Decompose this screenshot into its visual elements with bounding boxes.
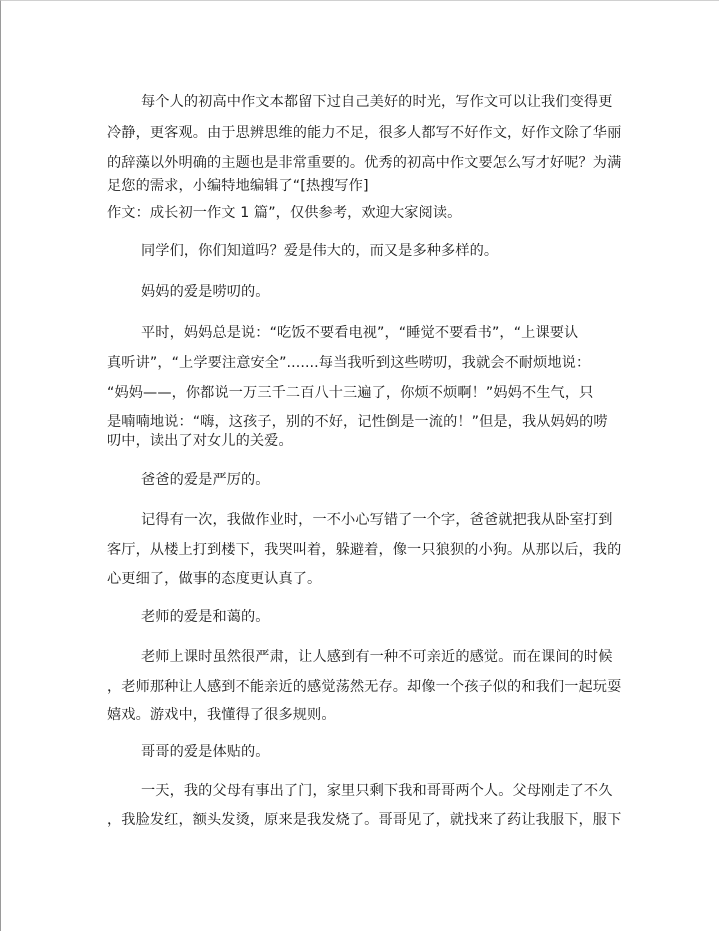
mom-line-2: 真听讲”，“上学要注意安全”.......每当我听到这些唠叨，我就会不耐烦地说： [107,355,591,371]
intro-line-3: 的辞藻以外明确的主题也是非常重要的。优秀的初高中作文要怎么写才好呢？为满 [107,155,622,171]
dad-line-2: 客厅，从楼上打到楼下，我哭叫着，躲避着，像一只狼狈的小狗。从那以后，我的 [107,542,622,558]
teacher-line-1: 老师上课时虽然很严肃，让人感到有一种不可亲近的感觉。而在课间的时候 [141,649,613,665]
heading-mom: 妈妈的爱是唠叨的。 [141,284,270,300]
dad-line-1: 记得有一次，我做作业时，一不小心写错了一个字，爸爸就把我从卧室打到 [141,512,613,528]
intro-line-2: 冷静，更客观。由于思辨思维的能力不足，很多人都写不好作文，好作文除了华丽 [107,125,622,141]
intro-line-1: 每个人的初高中作文本都留下过自己美好的时光，写作文可以让我们变得更 [141,94,613,110]
teacher-line-2: ，老师那种让人感到不能亲近的感觉荡然无存。却像一个孩子似的和我们一起玩耍 [107,679,622,695]
mom-line-3: “妈妈——，你都说一万三千二百八十三遍了，你烦不烦啊！”妈妈不生气，只 [107,385,594,401]
mom-line-5: 叨中，读出了对女儿的关爱。 [107,433,293,449]
mom-line-1: 平时，妈妈总是说：“吃饭不要看电视”，“睡觉不要看书”，“上课要认 [141,325,579,341]
heading-brother: 哥哥的爱是体贴的。 [141,744,270,760]
heading-teacher: 老师的爱是和蔼的。 [141,609,270,625]
mom-line-4: 是喃喃地说：“嗨，这孩子，别的不好，记性倒是一流的！”但是，我从妈妈的唠 [107,414,608,430]
dad-line-3: 心更细了，做事的态度更认真了。 [107,571,322,587]
intro-line-5: 作文：成长初一作文 1 篇”，仅供参考，欢迎大家阅读。 [107,205,462,221]
intro-line-4: 足您的需求，小编特地编辑了“[热搜写作] [107,178,369,194]
heading-dad: 爸爸的爱是严厉的。 [141,472,270,488]
brother-line-2: ，我脸发红，额头发烫，原来是我发烧了。哥哥见了，就找来了药让我服下，服下 [107,812,622,828]
brother-line-1: 一天，我的父母有事出了门，家里只剩下我和哥哥两个人。父母刚走了不久 [141,783,613,799]
paragraph-love-variety: 同学们，你们知道吗？爱是伟大的，而又是多种多样的。 [141,243,499,259]
teacher-line-3: 嬉戏。游戏中，我懂得了很多规则。 [107,707,336,723]
